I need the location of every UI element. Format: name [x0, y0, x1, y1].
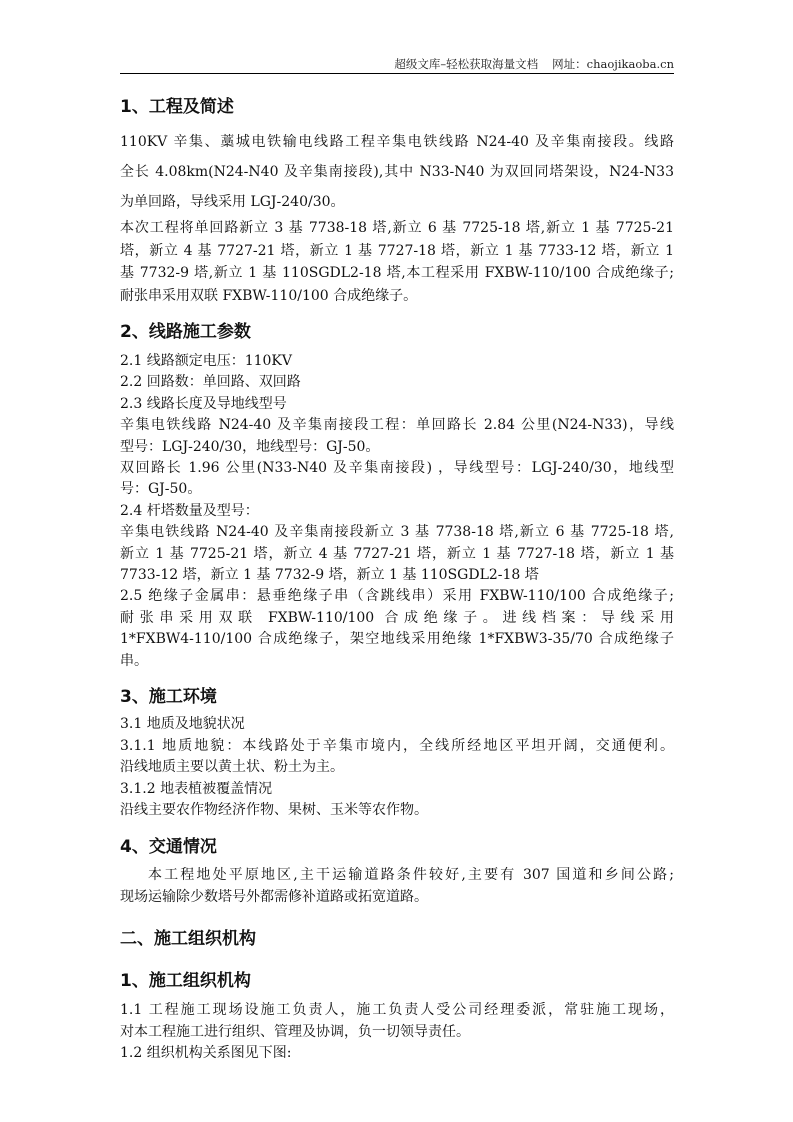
text-line: 型号：LGJ-240/30，地线型号：GJ-50。 [120, 438, 380, 455]
text-line: 塔，新立 4 基 7727-21 塔，新立 1 基 7727-18 塔，新立 1 基 7733-12 塔，新立 1 [120, 242, 674, 259]
paragraph [120, 458, 674, 501]
section-heading: 3、施工环境 [120, 687, 217, 708]
text-line: 基 7732-9 塔,新立 1 基 110SGDL2-18 塔,本工程采用 FXBW-110/100 合成绝缘子; [120, 265, 674, 281]
text-line: 新立 1 基 7725-21 塔，新立 4 基 7727-21 塔，新立 1 基 7727-18 塔，新立 1 基 [120, 545, 674, 562]
text-line: 2.4 杆塔数量及型号： [120, 502, 259, 519]
paragraph [120, 864, 674, 908]
paragraph [120, 714, 674, 736]
document-body [120, 84, 674, 1065]
text-line: 现场运输除少数塔号外都需修补道路或拓宽道路。 [120, 889, 428, 906]
text-line: 全长 4.08km(N24-N40 及辛集南接段),其中 N33-N40 为双回同塔架设，N24-N33 [120, 164, 674, 180]
text-line: 号：GJ-50。 [120, 481, 202, 498]
paragraph [120, 1000, 674, 1043]
header-rule [120, 73, 674, 74]
text-line: 2.3 线路长度及导地线型号 [120, 395, 287, 412]
text-line: 辛集电铁线路 N24-40 及辛集南接段新立 3 基 7738-18 塔,新立 6 基 7725-18 塔, [120, 524, 674, 541]
paragraph [120, 127, 674, 217]
paragraph [120, 779, 674, 801]
text-line: 2.2 回路数：单回路、双回路 [120, 374, 301, 391]
paragraph [120, 800, 674, 822]
section-heading: 1、工程及简述 [120, 97, 234, 117]
text-line: 2.1 线路额定电压：110KV [120, 353, 293, 369]
paragraph [120, 586, 674, 672]
text-line: 为单回路，导线采用 LGJ-240/30。 [120, 194, 345, 210]
section-heading: 二、施工组织机构 [120, 929, 256, 950]
text-line: 110KV 辛集、藁城电铁输电线路工程辛集电铁线路 N24-40 及辛集南接段。线路 [120, 134, 674, 150]
paragraph [120, 736, 674, 779]
text-line: 本次工程将单回路新立 3 基 7738-18 塔,新立 6 基 7725-18 塔,新立 1 基 7725-21 [120, 220, 674, 236]
paragraph [120, 522, 674, 586]
text-line: 串。 [120, 652, 148, 669]
paragraph [120, 372, 674, 393]
paragraph [120, 394, 674, 415]
paragraph [120, 501, 674, 522]
page-header [120, 56, 674, 72]
text-line: 3.1 地质及地貌状况 [120, 716, 245, 733]
text-line: 2.5 绝缘子金属串：悬垂绝缘子串（含跳线串）采用 FXBW-110/100 合成绝缘子; [120, 588, 674, 605]
header-site-name: 超级文库–轻松获取海量文档 [394, 57, 539, 71]
text-line: 1*FXBW4-110/100 合成绝缘子，架空地线采用绝缘 1*FXBW3-35/70 合成绝缘子 [120, 631, 674, 648]
text-line: 1.1 工程施工现场设施工负责人，施工负责人受公司经理委派，常驻施工现场， [120, 1002, 674, 1019]
paragraph [120, 415, 674, 458]
text-line: 双回路长 1.96 公里(N33-N40 及辛集南接段) ，导线型号：LGJ-240/30，地线型 [120, 460, 674, 477]
text-line: 对本工程施工进行组织、管理及协调，负一切领导责任。 [120, 1023, 470, 1040]
text-line: 辛集电铁线路 N24-40 及辛集南接段工程：单回路长 2.84 公里(N24-N33)，导线 [120, 417, 674, 434]
text-line: 本工程地处平原地区,主干运输道路条件较好,主要有 307 国道和乡间公路; [148, 867, 674, 884]
text-line: 3.1.2 地表植被覆盖情况 [120, 780, 273, 797]
text-line: 沿线地质主要以黄土状、粉土为主。 [120, 759, 344, 776]
paragraph [120, 351, 674, 372]
text-line: 7733-12 塔，新立 1 基 7732-9 塔，新立 1 基 110SGDL2-18 塔 [120, 567, 539, 584]
text-line: 沿线主要农作物经济作物、果树、玉米等农作物。 [120, 802, 428, 819]
text-line: 耐张串采用双联 FXBW-110/100 合成绝缘子。进线档案：导线采用 [120, 609, 674, 626]
header-url: 网址：chaojikaoba.cn [552, 57, 674, 71]
paragraph [120, 1043, 674, 1065]
text-line: 耐张串采用双联 FXBW-110/100 合成绝缘子。 [120, 287, 418, 304]
text-line: 1.2 组织机构关系图见下图: [120, 1045, 292, 1062]
paragraph [120, 217, 674, 307]
text-line: 3.1.1 地质地貌：本线路处于辛集市境内，全线所经地区平坦开阔，交通便利。 [120, 737, 674, 754]
section-heading: 1、施工组织机构 [120, 971, 251, 992]
section-heading: 4、交通情况 [120, 837, 217, 858]
section-heading: 2、线路施工参数 [120, 322, 251, 342]
